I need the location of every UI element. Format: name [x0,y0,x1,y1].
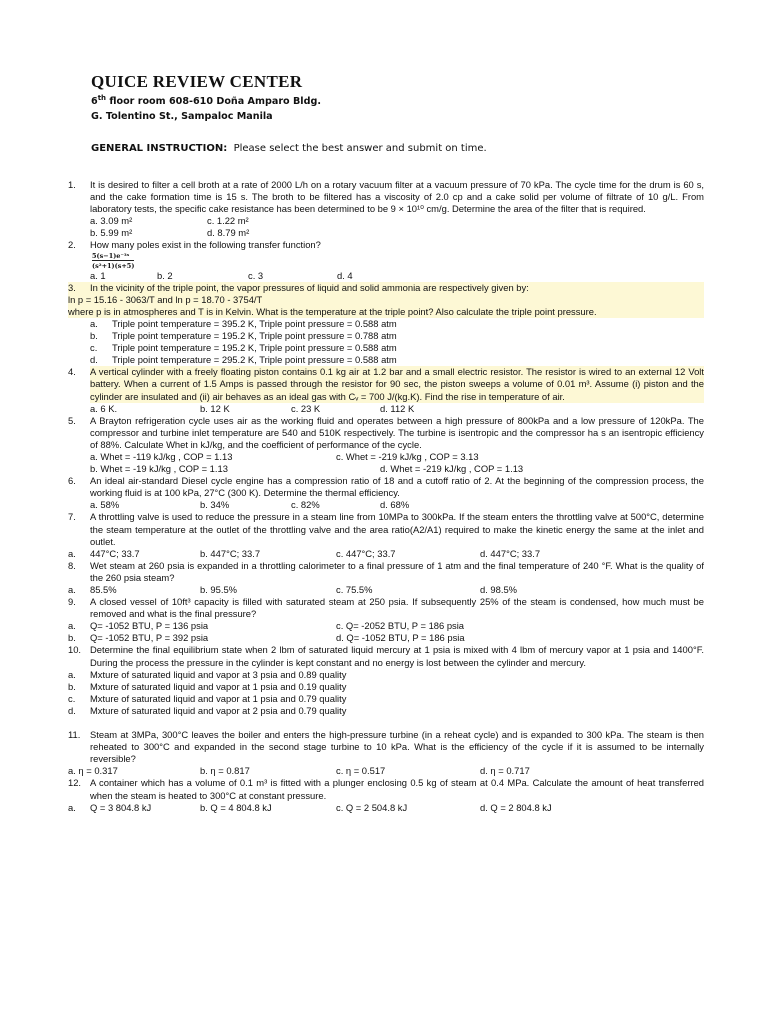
option-d: d. 98.5% [480,584,518,595]
option-d: d. 8.79 m² [207,227,250,239]
question-5: 5. A Brayton refrigeration cycle uses air as the working fluid and operates between a high pressure of 800kPa and a low pressure of 120kPa. The compressor and turbine inlet temperature are 540 and 510K respectively. The turbine is isentropic and the compressor ha s an isentropic efficiency of 88%. Calculate Whet in kJ/kg, and the coefficient of performance of the cycle. a. Whet = -119 kJ/kg , COP = 1.13 c. Whet = -219 kJ/kg , COP = 3.13 b. Whet = -19 kJ/kg , COP = 1.13 d. Whet = -219 kJ/kg , COP = 1.13 [68,414,704,475]
option-b: Q= -1052 BTU, P = 392 psia [90,632,209,644]
address-line-2: G. Tolentino St., Sampaloc Manila [91,111,273,123]
question-list: 1. It is desired to filter a cell broth at a rate of 2000 L/h on a rotary vacuum filter at a vacuum pressure of 70 kPa. The cycle time for the drum is 60 s, and the cake formation time is 15 s. The broth to be filtered has a viscosity of 2.0 cp and a cake solid per volume of filtrate of 10 g/L. From laboratory tests, the specific cake resistance has been determined to be 9 × 10¹⁰ cm/g. Determine the area of the filter that is required. a. 3.09 m² c. 1.22 m² b. 5.99 m² d. 8.79 m² 2. How many poles exist in the following transfer function? 5(s−1)e⁻³ˢ (s²+1)(s+5) a. 1 b. 2 c. 3 d. 4 3. In the vicinity of the triple point, the vapor pressures of liquid and solid ammonia are respectively given by: ln p = 15.16 - 3063/T and ln p = 18.70 - 3754/T where p is in atmospheres and T is in Kelvin. What is the temperature at the triple point? Also calculate the triple point pressure. a. Triple point temperature = 395.2 K, Triple point pressure = 0.588 atm b. Triple point temperature = 195.2 K, Triple point pressure = 0.788 atm c. Triple point temperature = 195.2 K, Triple point pressure = 0.588 atm d. Triple point temperature = 295.2 K, Triple point pressure = 0.588 atm 4. A vertical cylinder with a freely floating piston contains 0.1 kg air at 1.2 bar and a small electric resistor. The resistor is wired to an external 12 Volt battery. When a current of 1.5 Amps is passed through the resistor for 90 sec, the piston sweeps a volume of 0.01 m³. Assume (i) piston and the cylinder are insulated and (ii) air behaves as an ideal gas with Cᵥ = 700 J/(kg.K). Find the rise in temperature of air. a. 6 K. b. 12 K c. 23 K d. 112 K 5. A Brayton refrigeration cycle uses air as the working fluid and operates between a high pressure of 800kPa and a low pressure of 120kPa. The compressor and turbine inlet temperature are 540 and 510K respectively. The turbine is isentropic and the compressor ha s an isentropic efficiency of 88%. Calculate Whet in kJ/kg, and the coefficient of performance of the cycle. a. Whet = -119 kJ/kg , COP = 1.13 c. Whet = -219 kJ/kg , COP = 3.13 b. Whet = -19 kJ/kg , COP = 1.13 d. Whet = -219 kJ/kg , COP = 1.13 6. An ideal air-standard Diesel cycle engine has a compression ratio of 18 and a cutoff ratio of 2. At the beginning of the compression process, the working fluid is at 100 kPa, 27°C (300 K). Determine the thermal efficiency. a. 58% b. 34% c. 82% d. 68% 7. A throttling valve is used to reduce the pressure in a steam line from 10MPa to 300kPa. If the steam enters the throttling valve at 500°C, determine the steam temperature at the outlet of the throttling valve and the area ratio(A2/A1) required to make the kinetic energy the same at the inlet and outlet. a. 447°C; 33.7 b. 447°C; 33.7 c. 447°C; 33.7 d. 447°C; 33.7 8. Wet steam at 260 psia is expanded in a throttling calorimeter to a final pressure of 1 atm and the final temperature of 240 °F. What is the quality of the 260 psia steam? a. 85.5% b. 95.5% c. 75.5% d. 98.5% 9. A closed vessel of 10ft³ capacity is filled with saturated steam at 250 psia. If subsequently 25% of the steam is condensed, how much must be removed and what is the final pressure? a. Q= -1052 BTU, P = 136 psia c. Q= -2052 BTU, P = 186 psia b. Q= -1052 BTU, P = 392 psia d. Q= -1052 BTU, P = 186 psia 10. Determine the final equilibrium state when 2 lbm of saturated liquid mercury at 1 psia is mixed with 4 lbm of mercury vapor at 1 psia and 1400°F. During the process the pressure in the cylinder is kept constant and no energy is lost between the cylinder and mercury. a. Mxture of saturated liquid and vapor at 3 psia and 0.89 quality b. Mxture of saturated liquid and vapor at 1 psia and 0.19 quality c. Mxture of saturated liquid and vapor at 1 psia and 0.79 quality d. Mxture of saturated liquid and vapor at 2 psia and 0.79 quality 11. Steam at 3MPa, 300°C leaves the boiler and enters the high-pressure turbine (in a reheat cycle) and is expanded to 300 kPa. The steam is then reheated to 300°C and expanded in the second stage turbine to 10 kPa. What is the efficiency of the cycle if it is assumed to be internally reversible? a. η = 0.317 b. η = 0.817 c. η = 0.517 d. η = 0.717 12. A container which has a volume of 0.1 m³ is fitted with a plunger enclosing 0.5 kg of steam at 0.4 MPa. Calculate the amount of heat transferred when the steam is heated to 300°C at constant pressure. a. Q = 3 804.8 kJ b. Q = 4 804.8 kJ c. Q = 2 504.8 kJ d. Q = 2 804.8 kJ [68,179,704,813]
option-c: c. 82% [291,499,320,511]
question-10: 10. Determine the final equilibrium state when 2 lbm of saturated liquid mercury at 1 psia is mixed with 4 lbm of mercury vapor at 1 psia and 1400°F. During the process the pressure in the cylinder is kept constant and no energy is lost between the cylinder and mercury. [68,644,704,668]
option-d: d. 447°C; 33.7 [480,547,541,559]
address-line-1: 6th floor room 608-610 Doña Amparo Bldg. [91,94,321,108]
option-d: Triple point temperature = 295.2 K, Triple point pressure = 0.588 atm [112,354,397,366]
option-d: d. 68% [380,499,410,511]
transfer-function: 5(s−1)e⁻³ˢ (s²+1)(s+5) [92,251,135,270]
header [91,72,711,156]
question-7: 7. A throttling valve is used to reduce the pressure in a steam line from 10MPa to 300kPa. If the steam enters the throttling valve at 500°C, determine the steam temperature at the outlet of the throttling valve and the area ratio(A2/A1) required to make the kinetic energy the same at the inlet and outlet. [68,511,704,547]
option-b: b. 2 [157,269,173,281]
option-b: b. 34% [200,499,230,511]
option-a: Triple point temperature = 395.2 K, Triple point pressure = 0.588 atm [112,317,397,329]
general-instruction: GENERAL INSTRUCTION: Please select the best answer and submit on time. [91,143,487,155]
option-b: Mxture of saturated liquid and vapor at 1 psia and 0.19 quality [90,680,347,692]
option-a: a. 6 K. [90,402,118,414]
option-c: c. 3 [248,269,264,281]
option-c: Mxture of saturated liquid and vapor at 1 psia and 0.79 quality [90,692,347,704]
question-3-equation: ln p = 15.16 - 3063/T and ln p = 18.70 - 3754/T [68,294,704,306]
option-b: b. 12 K [200,402,230,414]
question-11: 11. Steam at 3MPa, 300°C leaves the boiler and enters the high-pressure turbine (in a reheat cycle) and is expanded to 300 kPa. The steam is then reheated to 300°C and expanded in the second stage turbine to 10 kPa. What is the efficiency of the cycle if it is assumed to be internally reversible? [68,729,704,765]
question-8: 8. Wet steam at 260 psia is expanded in a throttling calorimeter to a final pressure of 1 atm and the final temperature of 240 °F. What is the quality of the 260 psia steam? [68,559,704,583]
question-9: 9. A closed vessel of 10ft³ capacity is filled with saturated steam at 250 psia. If subsequently 25% of the steam is condensed, how much must be removed and what is the final pressure? [68,596,704,620]
option-c: c. 447°C; 33.7 [336,547,396,559]
option-c: c. Q = 2 504.8 kJ [336,801,408,813]
option-a: a. 58% [90,499,120,511]
option-c: c. Whet = -219 kJ/kg , COP = 3.13 [336,450,479,462]
option-a: Q= -1052 BTU, P = 136 psia [90,620,209,632]
option-b: b. Q = 4 804.8 kJ [200,801,272,813]
center-name: QUICE REVIEW CENTER [91,72,303,91]
option-a: a. Whet = -119 kJ/kg , COP = 1.13 [90,450,233,462]
option-a: 85.5% [90,584,117,595]
option-c: c. 1.22 m² [207,215,249,227]
option-d: Mxture of saturated liquid and vapor at 2 psia and 0.79 quality [90,704,347,716]
option-a: a. η = 0.317 [68,765,118,777]
question-2: 2. How many poles exist in the following transfer function? 5(s−1)e⁻³ˢ (s²+1)(s+5) a. 1 b. 2 c. 3 d. 4 [68,239,704,281]
question-3: 3. In the vicinity of the triple point, the vapor pressures of liquid and solid ammonia are respectively given by: [68,282,704,294]
option-c: Triple point temperature = 195.2 K, Triple point pressure = 0.588 atm [112,342,397,354]
option-c: c. Q= -2052 BTU, P = 186 psia [336,620,465,632]
option-b: Triple point temperature = 195.2 K, Triple point pressure = 0.788 atm [112,330,397,342]
option-a: 447°C; 33.7 [90,547,140,559]
option-a: Q = 3 804.8 kJ [90,801,152,813]
option-c: c. η = 0.517 [336,765,386,777]
option-c: c. 75.5% [336,584,373,595]
option-d: d. Q= -1052 BTU, P = 186 psia [336,632,465,644]
option-a: a. 3.09 m² [90,215,133,227]
question-1: 1. It is desired to filter a cell broth at a rate of 2000 L/h on a rotary vacuum filter at a vacuum pressure of 70 kPa. The cycle time for the drum is 60 s, and the cake formation time is 15 s. The broth to be filtered has a viscosity of 2.0 cp and a cake solid per volume of filtrate of 10 g/L. From laboratory tests, the specific cake resistance has been determined to be 9 × 10¹⁰ cm/g. Determine the area of the filter that is required. a. 3.09 m² c. 1.22 m² b. 5.99 m² d. 8.79 m² [68,179,704,239]
option-b: b. 5.99 m² [90,227,133,239]
question-3-where: where p is in atmospheres and T is in Kelvin. What is the temperature at the triple point? Also calculate the triple point pressure. [68,306,704,318]
question-4: 4. A vertical cylinder with a freely floating piston contains 0.1 kg air at 1.2 bar and a small electric resistor. The resistor is wired to an external 12 Volt battery. When a current of 1.5 Amps is passed through the resistor for 90 sec, the piston sweeps a volume of 0.01 m³. Assume (i) piston and the cylinder are insulated and (ii) air behaves as an ideal gas with Cᵥ = 700 J/(kg.K). Find the rise in temperature of air. a. 6 K. b. 12 K c. 23 K d. 112 K [68,366,704,414]
question-6: 6. An ideal air-standard Diesel cycle engine has a compression ratio of 18 and a cutoff ratio of 2. At the beginning of the compression process, the working fluid is at 100 kPa, 27°C (300 K). Determine the thermal efficiency. a. 58% b. 34% c. 82% d. 68% [68,475,704,511]
option-d: d. η = 0.717 [480,765,530,777]
option-b: b. 95.5% [200,584,238,595]
option-a: Mxture of saturated liquid and vapor at 3 psia and 0.89 quality [90,668,347,680]
option-a: a. 1 [90,269,106,281]
option-d: d. 4 [337,269,353,281]
option-d: d. 112 K [380,402,415,414]
option-d: d. Whet = -219 kJ/kg , COP = 1.13 [380,463,524,475]
option-b: b. η = 0.817 [200,765,250,777]
question-12: 12. A container which has a volume of 0.1 m³ is fitted with a plunger enclosing 0.5 kg of steam at 0.4 MPa. Calculate the amount of heat transferred when the steam is heated to 300°C at constant pressure. [68,777,704,801]
option-b: b. 447°C; 33.7 [200,547,261,559]
option-b: b. Whet = -19 kJ/kg , COP = 1.13 [90,463,228,475]
option-c: c. 23 K [291,402,321,414]
option-d: d. Q = 2 804.8 kJ [480,801,552,813]
